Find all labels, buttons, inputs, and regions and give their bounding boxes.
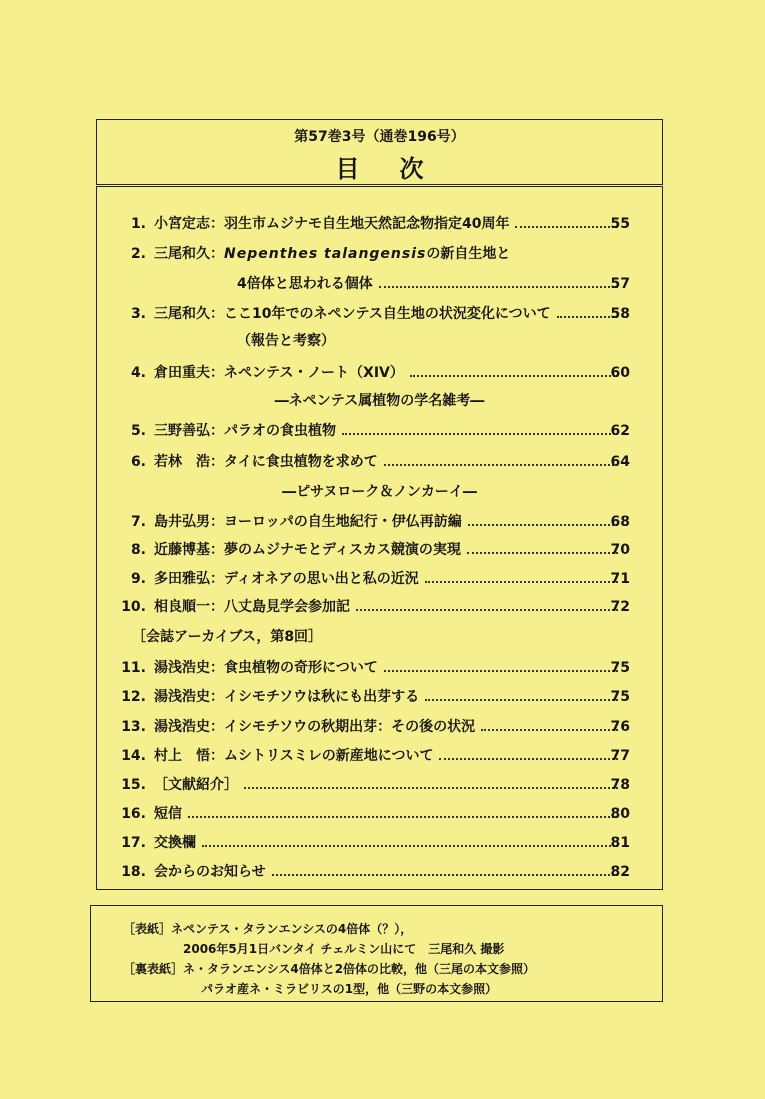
leader-dots bbox=[384, 464, 618, 466]
toc-title-wrap bbox=[154, 716, 622, 738]
toc-page: 75 bbox=[610, 660, 630, 676]
toc-title: 湯浅浩史：イシモチソウの秋期出芽：その後の状況 bbox=[154, 719, 476, 735]
cover-back-line1: ネ・タランエンシス4倍体と2倍体の比較，他（三尾の本文参照） bbox=[183, 962, 536, 976]
toc-title: 倉田重夫：ネペンテス・ノート（XIV） bbox=[154, 365, 404, 381]
toc-title-wrap bbox=[154, 657, 622, 679]
toc-row-7[interactable] bbox=[97, 511, 662, 533]
toc-title: 三尾和久：ここ10年でのネペンテス自生地の状況変化について bbox=[154, 306, 551, 322]
toc-row-8[interactable] bbox=[97, 539, 662, 561]
leader-dots bbox=[467, 552, 618, 554]
toc-page: 68 bbox=[610, 514, 630, 530]
toc-row-18[interactable] bbox=[97, 861, 662, 883]
toc-page: 60 bbox=[610, 365, 630, 381]
toc-row-3-cont bbox=[97, 330, 662, 352]
toc-row-2-cont[interactable] bbox=[97, 273, 662, 295]
toc-title: 相良順一：八丈島見学会参加記 bbox=[154, 599, 350, 615]
toc-page: 58 bbox=[610, 306, 630, 322]
toc-title: （報告と考察） bbox=[237, 333, 335, 349]
toc-row-15[interactable] bbox=[97, 774, 662, 796]
toc-page: 78 bbox=[610, 777, 630, 793]
toc-title: ［文献紹介］ bbox=[154, 777, 238, 793]
toc-title-wrap bbox=[154, 539, 622, 561]
leader-dots bbox=[425, 581, 618, 583]
toc-page: 62 bbox=[610, 423, 630, 439]
leader-dots bbox=[468, 524, 618, 526]
toc-number: 4. bbox=[130, 365, 146, 381]
toc-title: 島井弘男：ヨーロッパの自生地紀行・伊仏再訪編 bbox=[154, 514, 462, 530]
page-title: 目次 bbox=[335, 155, 464, 183]
cover-back-label: ［裏表紙］ bbox=[123, 962, 184, 976]
toc-title-wrap bbox=[154, 774, 622, 796]
leader-dots bbox=[188, 816, 618, 818]
toc-page: 75 bbox=[610, 689, 630, 705]
toc-page: 72 bbox=[610, 599, 630, 615]
toc-row-17[interactable] bbox=[97, 832, 662, 854]
leader-dots bbox=[342, 433, 618, 435]
toc-page: 64 bbox=[610, 454, 630, 470]
toc-page: 76 bbox=[610, 719, 630, 735]
toc-title-wrap bbox=[154, 803, 622, 825]
toc-title: 多田雅弘：ディオネアの思い出と私の近況 bbox=[154, 571, 419, 587]
toc-row-10[interactable] bbox=[97, 596, 662, 618]
toc-row-11[interactable] bbox=[97, 657, 662, 679]
toc-title: 湯浅浩史：食虫植物の奇形について bbox=[154, 660, 378, 676]
toc-page: 70 bbox=[610, 542, 630, 558]
toc-number: 6. bbox=[130, 454, 146, 470]
toc-title-wrap bbox=[237, 273, 622, 295]
toc-number: 12. bbox=[121, 689, 146, 705]
cover-front-label: ［表紙］ bbox=[123, 922, 172, 936]
leader-dots bbox=[515, 226, 618, 228]
toc-page: 55 bbox=[610, 216, 630, 232]
toc-title: 湯浅浩史：イシモチソウは秋にも出芽する bbox=[154, 689, 420, 705]
subtitle-nepenthes: ―ネペンテス属植物の学名雑考― bbox=[274, 393, 485, 409]
toc-number: 3. bbox=[130, 306, 146, 322]
toc-title: 村上 悟：ムシトリスミレの新産地について bbox=[154, 748, 434, 764]
toc-title-wrap bbox=[154, 511, 622, 533]
toc-number: 13. bbox=[121, 719, 146, 735]
toc-title: 小宮定志：羽生市ムジナモ自生地天然記念物指定40周年 bbox=[154, 216, 510, 232]
toc-title-wrap bbox=[154, 596, 622, 618]
toc-title: 会からのお知らせ bbox=[154, 864, 266, 880]
toc-title-wrap bbox=[154, 861, 622, 883]
toc-row-4[interactable] bbox=[97, 362, 662, 384]
toc-page: 57 bbox=[610, 276, 630, 292]
toc-page: 81 bbox=[610, 835, 630, 851]
toc-number: 11. bbox=[121, 660, 146, 676]
toc-page: 77 bbox=[610, 748, 630, 764]
toc-row-13[interactable] bbox=[97, 716, 662, 738]
toc-title-wrap bbox=[154, 745, 622, 767]
toc-title-wrap bbox=[154, 568, 622, 590]
toc-title-wrap bbox=[154, 451, 622, 473]
toc-number: 15. bbox=[121, 777, 146, 793]
cover-notes-box bbox=[90, 905, 663, 1002]
toc-title-wrap bbox=[154, 686, 622, 708]
leader-dots bbox=[481, 729, 618, 731]
toc-title: 三野善弘：パラオの食虫植物 bbox=[154, 423, 336, 439]
issue-number: 第57巻3号（通巻196号） bbox=[294, 129, 465, 145]
toc-title-wrap bbox=[154, 832, 622, 854]
toc-number: 9. bbox=[130, 571, 146, 587]
toc-title-post: の新自生地と bbox=[426, 246, 511, 262]
leader-dots bbox=[384, 670, 618, 672]
toc-title-wrap bbox=[154, 303, 622, 325]
leader-dots bbox=[202, 845, 618, 847]
toc-row-5[interactable] bbox=[97, 420, 662, 442]
leader-dots bbox=[557, 316, 618, 318]
cover-back-line2: パラオ産ネ・ミラビリスの1型，他（三野の本文参照） bbox=[201, 982, 498, 996]
header-box bbox=[96, 119, 663, 185]
leader-dots bbox=[244, 787, 618, 789]
toc-title-wrap bbox=[154, 420, 622, 442]
toc-title: 交換欄 bbox=[154, 835, 196, 851]
toc-page: 71 bbox=[610, 571, 630, 587]
toc-number: 5. bbox=[130, 423, 146, 439]
toc-row-3[interactable] bbox=[97, 303, 662, 325]
cover-front-line2: 2006年5月1日バンタイ チェルミン山にて 三尾和久 撮影 bbox=[183, 942, 505, 956]
table-of-contents bbox=[96, 186, 663, 890]
toc-number: 18. bbox=[121, 864, 146, 880]
toc-row-9[interactable] bbox=[97, 568, 662, 590]
toc-title-wrap bbox=[154, 213, 622, 235]
toc-title-italic: Nepenthes talangensis bbox=[224, 246, 427, 262]
toc-page: 80 bbox=[610, 806, 630, 822]
toc-title-wrap bbox=[154, 362, 622, 384]
toc-row-2[interactable] bbox=[97, 243, 662, 265]
toc-title: 近藤博基：夢のムジナモとディスカス競演の実現 bbox=[154, 542, 461, 558]
toc-row-1[interactable] bbox=[97, 213, 662, 235]
toc-row-14[interactable] bbox=[97, 745, 662, 767]
toc-row-12[interactable] bbox=[97, 686, 662, 708]
toc-number: 1. bbox=[130, 216, 146, 232]
toc-page: 82 bbox=[610, 864, 630, 880]
leader-dots bbox=[379, 286, 618, 288]
leader-dots bbox=[356, 609, 618, 611]
toc-number: 2. bbox=[130, 246, 146, 262]
leader-dots bbox=[425, 699, 618, 701]
subtitle-thailand: ―ピサヌローク＆ノンカーイ― bbox=[282, 484, 477, 500]
toc-row-6[interactable] bbox=[97, 451, 662, 473]
leader-dots bbox=[439, 758, 618, 760]
toc-title-wrap bbox=[154, 243, 622, 265]
toc-number: 8. bbox=[130, 542, 146, 558]
toc-title-pre: 三尾和久： bbox=[154, 246, 224, 262]
toc-row-16[interactable] bbox=[97, 803, 662, 825]
leader-dots bbox=[272, 874, 618, 876]
toc-title: 短信 bbox=[154, 806, 182, 822]
toc-number: 17. bbox=[121, 835, 146, 851]
section-archive: ［会誌アーカイブス，第8回］ bbox=[132, 629, 323, 645]
toc-number: 10. bbox=[121, 599, 146, 615]
toc-title: 若林 浩：タイに食虫植物を求めて bbox=[154, 454, 378, 470]
toc-number: 14. bbox=[121, 748, 146, 764]
leader-dots bbox=[410, 375, 618, 377]
toc-title: 4倍体と思われる個体 bbox=[237, 276, 373, 292]
cover-front-line1: ネペンテス・タランエンシスの4倍体（？）， bbox=[171, 922, 413, 936]
toc-number: 7. bbox=[130, 514, 146, 530]
toc-number: 16. bbox=[121, 806, 146, 822]
